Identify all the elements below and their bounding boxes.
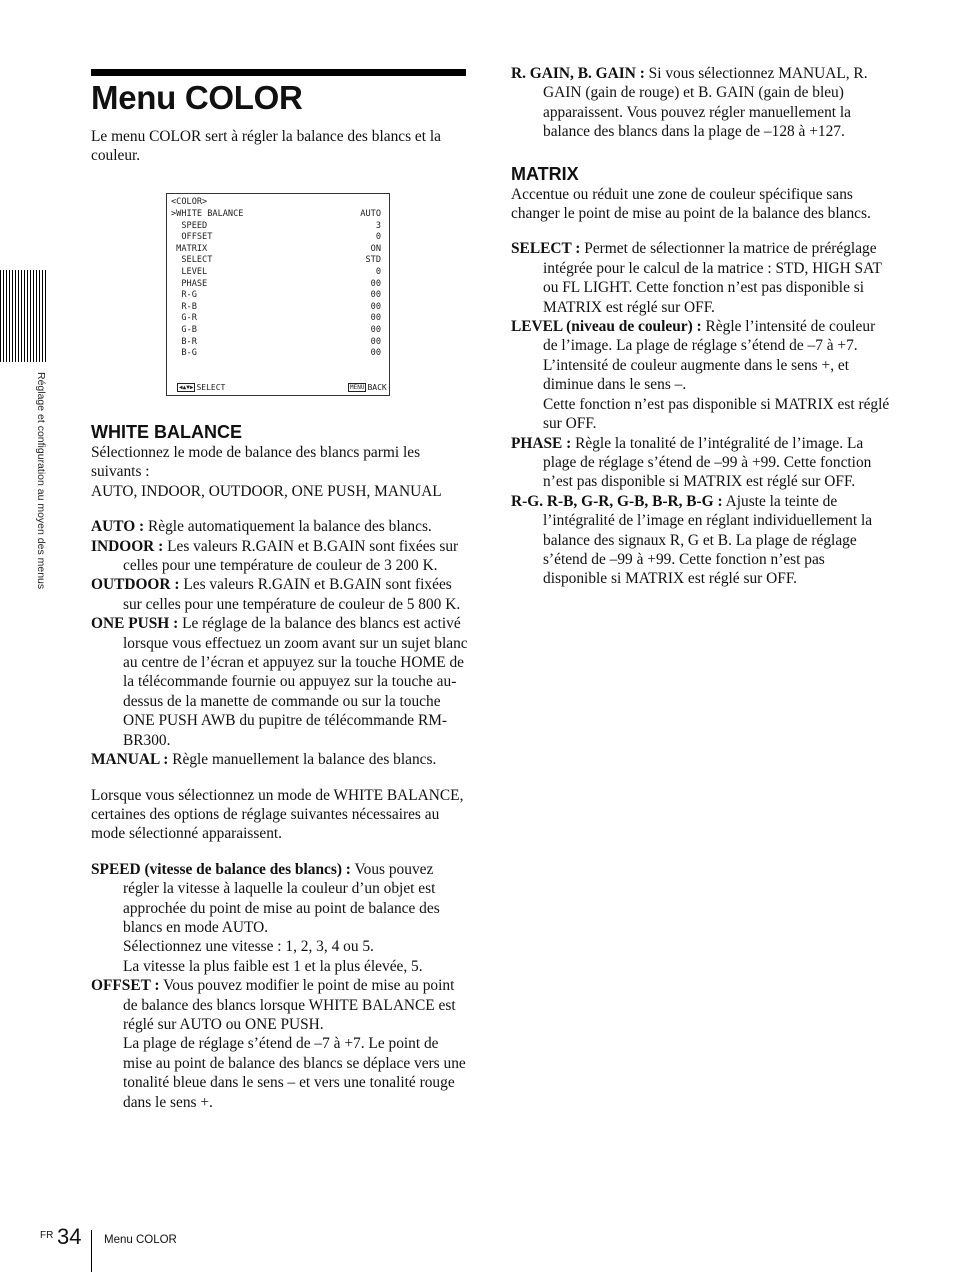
osd-row-value: 00 xyxy=(370,290,381,301)
osd-row-label: >WHITE BALANCE xyxy=(171,209,244,219)
osd-row xyxy=(171,337,381,349)
osd-row-label: MATRIX xyxy=(171,243,208,254)
osd-row-value: 00 xyxy=(370,336,381,347)
wb-modes: AUTO, INDOOR, OUTDOOR, ONE PUSH, MANUAL xyxy=(91,482,442,500)
osd-row xyxy=(171,232,381,244)
rg-item: R-G. R-B, G-R, G-B, B-R, B-G : Ajuste la teinte de l’intégralité de l’image en réglant individuellement la balance des signaux R, G et B. La plage de réglage s’étend de –99 à +99. Cette fonction n’est pas disponible si MATRIX est réglé sur OFF. xyxy=(511,492,873,588)
offset-item: OFFSET : Vous pouvez modifier le point de mise au point de balance des blancs lorsque WHITE BALANCE est réglé sur AUTO ou ONE PUSH. xyxy=(91,977,456,1033)
white-balance-heading: WHITE BALANCE xyxy=(91,422,242,442)
white-balance-section xyxy=(91,421,471,1112)
wb-mode-item: AUTO : Règle automatiquement la balance des blancs. xyxy=(91,518,432,536)
osd-row-label: G-R xyxy=(171,313,197,324)
intro-text: Le menu COLOR sert à régler la balance des blancs et la couleur. xyxy=(91,128,441,165)
osd-row-label: SELECT xyxy=(171,255,213,266)
select-item: SELECT : Permet de sélectionner la matrice de préréglage intégrée pour le calcul de la matrice : STD, HIGH SAT ou FL LIGHT. Cette fonction n’est pas disponible si MATRIX est réglé sur OFF. xyxy=(511,240,882,316)
osd-row-value: 0 xyxy=(375,232,381,243)
osd-row-label: R-G xyxy=(171,290,197,301)
phase-item: PHASE : Règle la tonalité de l’intégralité de l’image. La plage de réglage s’étend de –99 à +99. Cette fonction n’est pas disponible si MATRIX est réglé sur OFF. xyxy=(511,434,872,491)
osd-row xyxy=(171,267,381,279)
osd-row-value: 0 xyxy=(375,267,381,277)
footer-divider xyxy=(91,1230,92,1272)
osd-row-value: STD xyxy=(365,255,381,266)
osd-row xyxy=(171,279,381,291)
osd-footer-select: ◀▲▼▶ SELECT xyxy=(179,383,226,392)
page-title: Menu COLOR xyxy=(91,79,303,116)
osd-footer-back: MENU BACK xyxy=(350,383,387,392)
osd-row-label: OFFSET xyxy=(171,232,213,243)
osd-row-value: 00 xyxy=(370,313,381,324)
matrix-intro: Accentue ou réduit une zone de couleur spécifique sans changer le point de mise au point de la balance des blancs. xyxy=(511,185,871,223)
offset-extra: La plage de réglage s’étend de –7 à +7. Le point de mise au point de balance des blancs se déplace vers une tonalité bleue dans le sens – et vers une tonalité rouge dans le sens +. xyxy=(123,1035,466,1111)
osd-row xyxy=(171,348,381,360)
osd-menu xyxy=(166,193,390,396)
osd-row xyxy=(171,302,381,314)
footer-lang: FR xyxy=(40,1230,54,1241)
wb-lead: Sélectionnez le mode de balance des blancs parmi les suivants : xyxy=(91,444,421,481)
osd-row xyxy=(171,255,381,267)
title-rule xyxy=(91,69,466,76)
intro-block xyxy=(91,127,471,166)
wb-mode-item: INDOOR : Les valeurs R.GAIN et B.GAIN sont fixées sur celles pour une température de couleur de 3 200 K. xyxy=(91,537,459,575)
speed-item: SPEED (vitesse de balance des blancs) : Vous pouvez régler la vitesse à laquelle la couleur d’un objet est approchée du point de mise au point de balance des blancs en mode AUTO. xyxy=(91,860,440,936)
right-column xyxy=(511,64,891,589)
osd-row-label: B-R xyxy=(171,336,197,347)
osd-row xyxy=(171,313,381,325)
osd-row-value: 00 xyxy=(370,348,381,359)
osd-row-label: R-B xyxy=(171,301,197,312)
footer-section: Menu COLOR xyxy=(104,1234,177,1246)
osd-row xyxy=(171,244,381,256)
osd-row-label: B-G xyxy=(171,348,197,359)
level-extra: Cette fonction n’est pas disponible si MATRIX est réglé sur OFF. xyxy=(543,395,890,433)
chapter-tab-marker xyxy=(0,270,46,362)
osd-row-value: 00 xyxy=(370,325,381,335)
level-item: LEVEL (niveau de couleur) : Règle l’intensité de couleur de l’image. La plage de réglage s’étend de –7 à +7. L’intensité de couleur augmente dans le sens +, et diminue dans le sens –. xyxy=(511,318,876,394)
chapter-side-label: Réglage et configuration au moyen des menus xyxy=(35,372,47,590)
osd-row-value: AUTO xyxy=(360,209,381,219)
speed-extra-1: Sélectionnez une vitesse : 1, 2, 3, 4 ou 5. xyxy=(123,938,374,956)
osd-row-value: 00 xyxy=(370,278,381,289)
osd-row xyxy=(171,209,381,221)
osd-row-value: 00 xyxy=(370,301,381,312)
wb-paragraph: Lorsque vous sélectionnez un mode de WHITE BALANCE, certaines des options de réglage suivantes nécessaires au mode sélectionné apparaissent. xyxy=(91,786,464,843)
matrix-heading: MATRIX xyxy=(511,163,579,184)
osd-row-value: ON xyxy=(370,243,381,254)
wb-mode-item: ONE PUSH : Le réglage de la balance des blancs est activé lorsque vous effectuez un zoom avant sur un sujet blanc au centre de l’écran et appuyez sur la touche HOME de la télécommande fournie ou appuyez sur la touche au-dessus de la manette de commande ou sur la touche ONE PUSH AWB du pupitre de télécommande RM-BR300. xyxy=(91,615,468,749)
wb-mode-item: MANUAL : Règle manuellement la balance des blancs. xyxy=(91,751,437,769)
osd-row xyxy=(171,325,381,337)
osd-row-label: PHASE xyxy=(171,278,208,289)
speed-extra-2: La vitesse la plus faible est 1 et la plus élevée, 5. xyxy=(123,957,423,975)
osd-row xyxy=(171,221,381,233)
wb-mode-item: OUTDOOR : Les valeurs R.GAIN et B.GAIN sont fixées sur celles pour une température de couleur de 5 800 K. xyxy=(91,576,461,613)
osd-row-value: 3 xyxy=(375,220,381,231)
osd-row-label: G-B xyxy=(171,325,197,335)
page-number: 34 xyxy=(57,1224,82,1249)
osd-row xyxy=(171,290,381,302)
osd-row-label: SPEED xyxy=(171,220,208,231)
gain-item: R. GAIN, B. GAIN : Si vous sélectionnez MANUAL, R. GAIN (gain de rouge) et B. GAIN (gain de bleu) apparaissent. Vous pouvez régler manuellement la balance des blancs dans la plage de –128 à +127. xyxy=(511,65,868,141)
osd-header: <COLOR> xyxy=(171,197,208,207)
osd-row-label: LEVEL xyxy=(171,267,208,277)
